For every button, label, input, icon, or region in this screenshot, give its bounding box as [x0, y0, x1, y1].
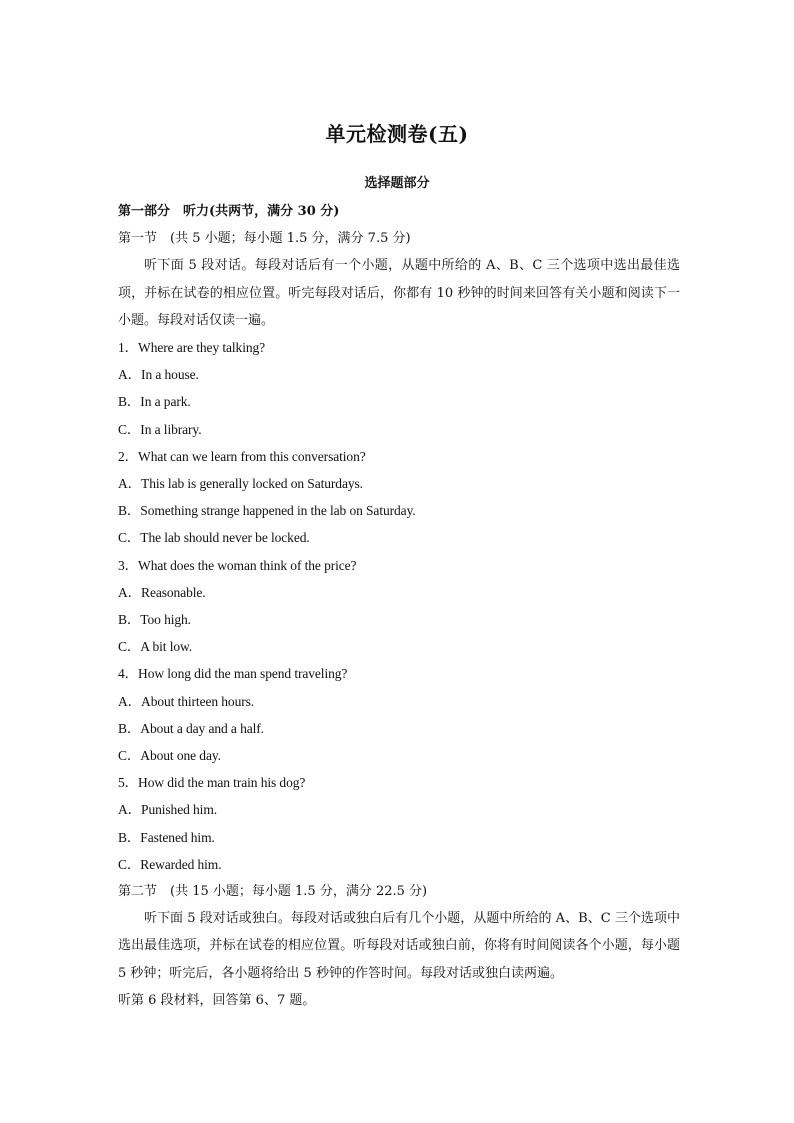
question-stem: 3．What does the woman think of the price? — [118, 557, 357, 573]
option-b: B．About a day and a half. — [118, 720, 264, 736]
option-c: C．About one day. — [118, 748, 221, 764]
option-c: C．Rewarded him. — [118, 856, 222, 872]
question-2 — [118, 443, 680, 552]
option-a: A．Reasonable. — [118, 584, 206, 600]
question-3 — [118, 552, 680, 661]
question-4 — [118, 660, 680, 769]
option-c: C．The lab should never be locked. — [118, 530, 310, 546]
question-1 — [118, 334, 680, 443]
page-subtitle: 选择题部分 — [364, 176, 430, 191]
section-heading: 第一节 (共 5 小题；每小题 1.5 分，满分 7.5 分) — [118, 231, 411, 247]
option-a: A．This lab is generally locked on Saturdays. — [118, 476, 363, 492]
option-b: B．Something strange happened in the lab on Saturday. — [118, 503, 416, 519]
section-heading: 第二节 (共 15 小题；每小题 1.5 分，满分 22.5 分) — [118, 884, 428, 900]
option-b: B．Fastened him. — [118, 829, 215, 845]
page-title: 单元检测卷(五) — [325, 122, 469, 146]
option-a: A．About thirteen hours. — [118, 693, 255, 709]
exam-content — [118, 198, 680, 1014]
option-c: C．A bit low. — [118, 639, 193, 655]
section-instructions: 听下面 5 段对话。每段对话后有一个小题，从题中所给的 A、B、C 三个选项中选出最佳选项，并标在试卷的相应位置。听完每段对话后，你都有 10 秒钟的时间来回答有关小题和阅读下一小题。每段对话仅读一遍。 — [118, 258, 680, 328]
question-stem: 1．Where are they talking? — [118, 340, 266, 356]
section-instructions: 听下面 5 段对话或独白。每段对话或独白后有几个小题，从题中所给的 A、B、C 三个选项中选出最佳选项，并标在试卷的相应位置。听每段对话或独白前，你将有时间阅读各个小题，每小题 5 秒钟；听完后，各小题将给出 5 秒钟的作答时间。每段对话或独白读两遍。 — [118, 911, 680, 981]
question-5 — [118, 769, 680, 878]
question-stem: 4．How long did the man spend traveling? — [118, 666, 348, 682]
material-note: 听第 6 段材料，回答第 6、7 题。 — [118, 992, 316, 1008]
option-a: A．Punished him. — [118, 802, 218, 818]
option-a: A．In a house. — [118, 367, 199, 383]
part-heading: 第一部分 听力(共两节，满分 30 分) — [118, 204, 340, 219]
question-stem: 2．What can we learn from this conversation? — [118, 448, 366, 464]
question-stem: 5．How did the man train his dog? — [118, 775, 306, 791]
option-c: C．In a library. — [118, 421, 202, 437]
option-b: B．In a park. — [118, 394, 191, 410]
option-b: B．Too high. — [118, 612, 191, 628]
